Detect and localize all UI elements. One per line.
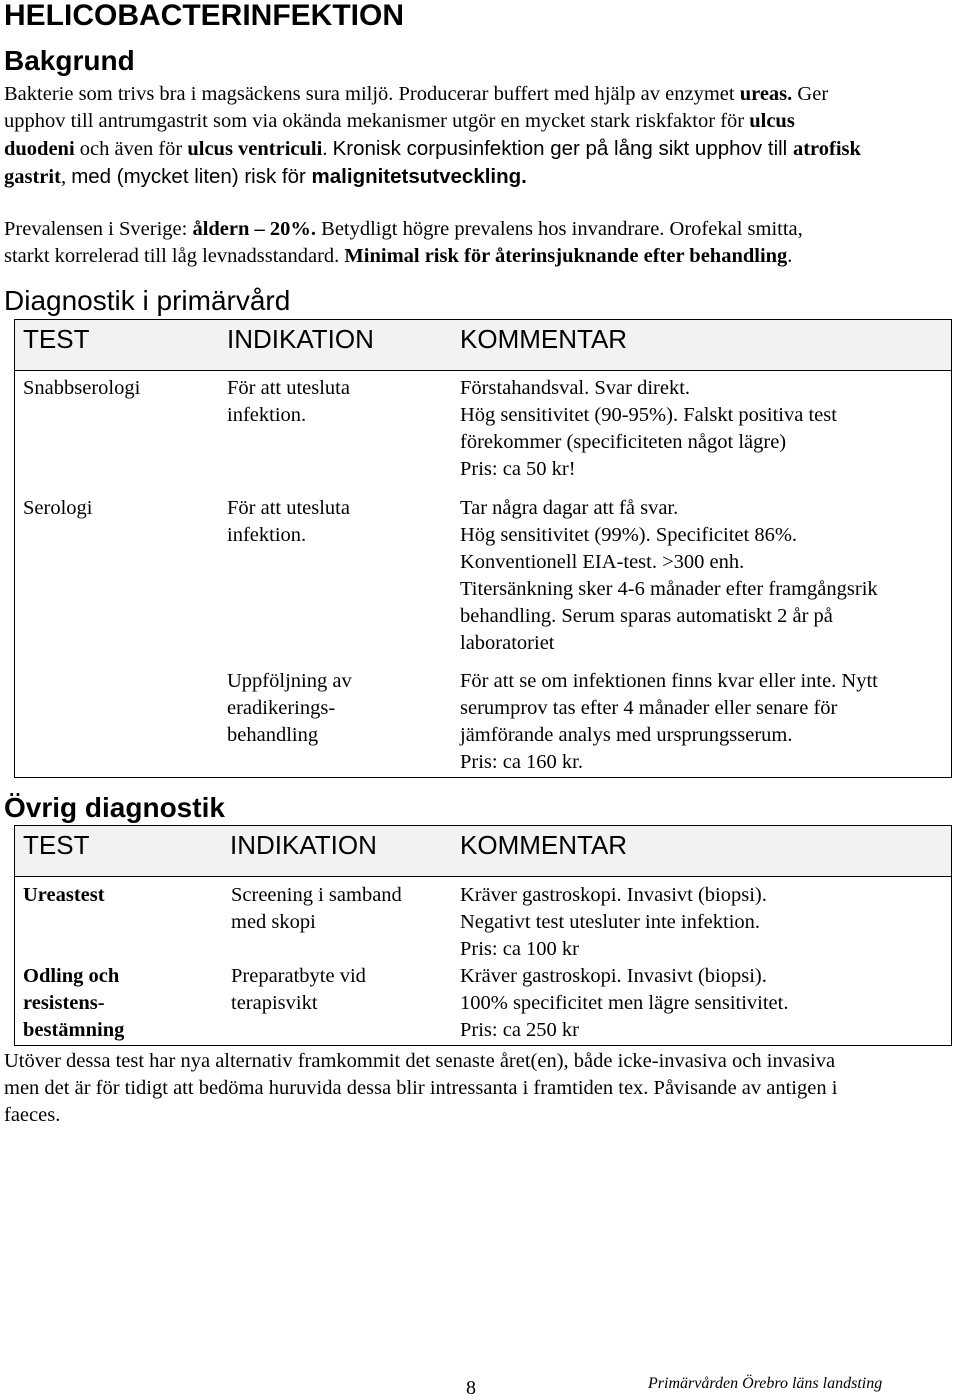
text-line: duodeni och även för ulcus ventriculi. Kronisk corpusinfektion ger på lång sikt upphov till atrofisk: [4, 137, 861, 160]
text-line: terapisvikt: [231, 992, 318, 1014]
text-line: upphov till antrumgastrit som via okända mekanismer utgör en mycket stark riskfaktor för ulcus: [4, 110, 795, 132]
header-test: TEST: [23, 324, 90, 354]
table-header: [15, 825, 951, 877]
cell-test: Serologi: [23, 497, 93, 519]
cell-test: Snabbserologi: [23, 377, 141, 399]
text-line: Prevalensen i Sverige: åldern – 20%. Betydligt högre prevalens hos invandrare. Orofekal smitta,: [4, 218, 803, 240]
text-line: Pris: ca 50 kr!: [460, 458, 576, 480]
text-line: 100% specificitet men lägre sensitivitet.: [460, 992, 789, 1014]
text-line: För att utesluta: [227, 377, 350, 399]
text-line: Utöver dessa test har nya alternativ framkommit det senaste året(en), både icke-invasiva och invasiva: [4, 1050, 836, 1072]
section-heading-diagnostik: Diagnostik i primärvård: [4, 285, 291, 316]
text-line: Bakterie som trivs bra i magsäckens sura miljö. Producerar buffert med hjälp av enzymet ureas. Ger: [4, 83, 829, 105]
text-line: Titersänkning sker 4-6 månader efter framgångsrik: [460, 578, 878, 600]
cell-indikation: [231, 882, 402, 936]
text-line: gastrit, med (mycket liten) risk för malignitetsutveckling.: [4, 165, 527, 188]
page-number: 8: [466, 1377, 476, 1399]
text-line: men det är för tidigt att bedöma huruvida dessa blir intressanta i framtiden tex. Påvisande av antigen i: [4, 1077, 838, 1099]
text-line: Ureastest: [23, 884, 105, 906]
text-line: Pris: ca 250 kr: [460, 1019, 579, 1041]
text-line: Tar några dagar att få svar.: [460, 497, 679, 519]
section-heading-ovrig: Övrig diagnostik: [4, 792, 225, 823]
text-line: Kräver gastroskopi. Invasivt (biopsi).: [460, 884, 767, 906]
text-line: bestämning: [23, 1019, 125, 1041]
document-title: HELICOBACTERINFEKTION: [4, 0, 404, 32]
cell-indikation: [227, 495, 350, 549]
text-line: serumprov tas efter 4 månader eller senare för: [460, 697, 838, 719]
text-line: faeces.: [4, 1104, 61, 1126]
cell-test: [23, 963, 124, 1044]
bakgrund-paragraph-1: [4, 81, 950, 191]
text-line: förekommer (specificiteten något lägre): [460, 431, 787, 453]
cell-kommentar: [460, 375, 837, 483]
diagnostik-table: [14, 319, 952, 778]
bakgrund-paragraph-2: [4, 216, 950, 270]
footer-organization: Primärvården Örebro läns landsting: [648, 1375, 883, 1392]
cell-kommentar: [460, 668, 878, 776]
text-line: Hög sensitivitet (90-95%). Falskt positiva test: [460, 404, 837, 426]
table-bottom-rule: [15, 1045, 951, 1046]
cell-kommentar: [460, 882, 767, 963]
text-line: Screening i samband: [231, 884, 402, 906]
text-line: Konventionell EIA-test. >300 enh.: [460, 551, 745, 573]
header-test: TEST: [23, 830, 90, 860]
text-line: behandling: [227, 724, 319, 746]
text-line: infektion.: [227, 524, 307, 546]
cell-kommentar: [460, 495, 878, 657]
text-line: Preparatbyte vid: [231, 965, 366, 987]
header-kommentar: KOMMENTAR: [460, 830, 628, 860]
closing-paragraph: [4, 1048, 950, 1129]
text-line: Uppföljning av: [227, 670, 352, 692]
text-line: Förstahandsval. Svar direkt.: [460, 377, 691, 399]
text-line: För att utesluta: [227, 497, 350, 519]
cell-test: [23, 882, 105, 909]
cell-indikation: [227, 375, 350, 429]
text-line: Kräver gastroskopi. Invasivt (biopsi).: [460, 965, 767, 987]
cell-indikation: [231, 963, 366, 1017]
text-line: Pris: ca 100 kr: [460, 938, 579, 960]
text-line: resistens-: [23, 992, 105, 1014]
ovrig-table: [14, 825, 952, 1046]
text-line: Hög sensitivitet (99%). Specificitet 86%.: [460, 524, 798, 546]
text-line: laboratoriet: [460, 632, 555, 654]
text-line: Negativt test utesluter inte infektion.: [460, 911, 761, 933]
text-line: För att se om infektionen finns kvar eller inte. Nytt: [460, 670, 878, 692]
text-line: infektion.: [227, 404, 307, 426]
text-line: med skopi: [231, 911, 316, 933]
cell-kommentar: [460, 963, 788, 1044]
cell-indikation: [227, 668, 352, 749]
text-line: eradikerings-: [227, 697, 336, 719]
section-heading-bakgrund: Bakgrund: [4, 45, 135, 76]
table-header: [15, 319, 951, 371]
text-line: behandling. Serum sparas automatiskt 2 år på: [460, 605, 833, 627]
text-line: Pris: ca 160 kr.: [460, 751, 583, 773]
text-line: Odling och: [23, 965, 120, 987]
header-indikation: INDIKATION: [227, 324, 374, 354]
text-line: starkt korrelerad till låg levnadsstandard. Minimal risk för återinsjuknande efter behandling.: [4, 245, 793, 267]
text-line: jämförande analys med ursprungsserum.: [460, 724, 793, 746]
header-indikation: INDIKATION: [230, 830, 377, 860]
table-bottom-rule: [15, 777, 951, 778]
header-kommentar: KOMMENTAR: [460, 324, 628, 354]
